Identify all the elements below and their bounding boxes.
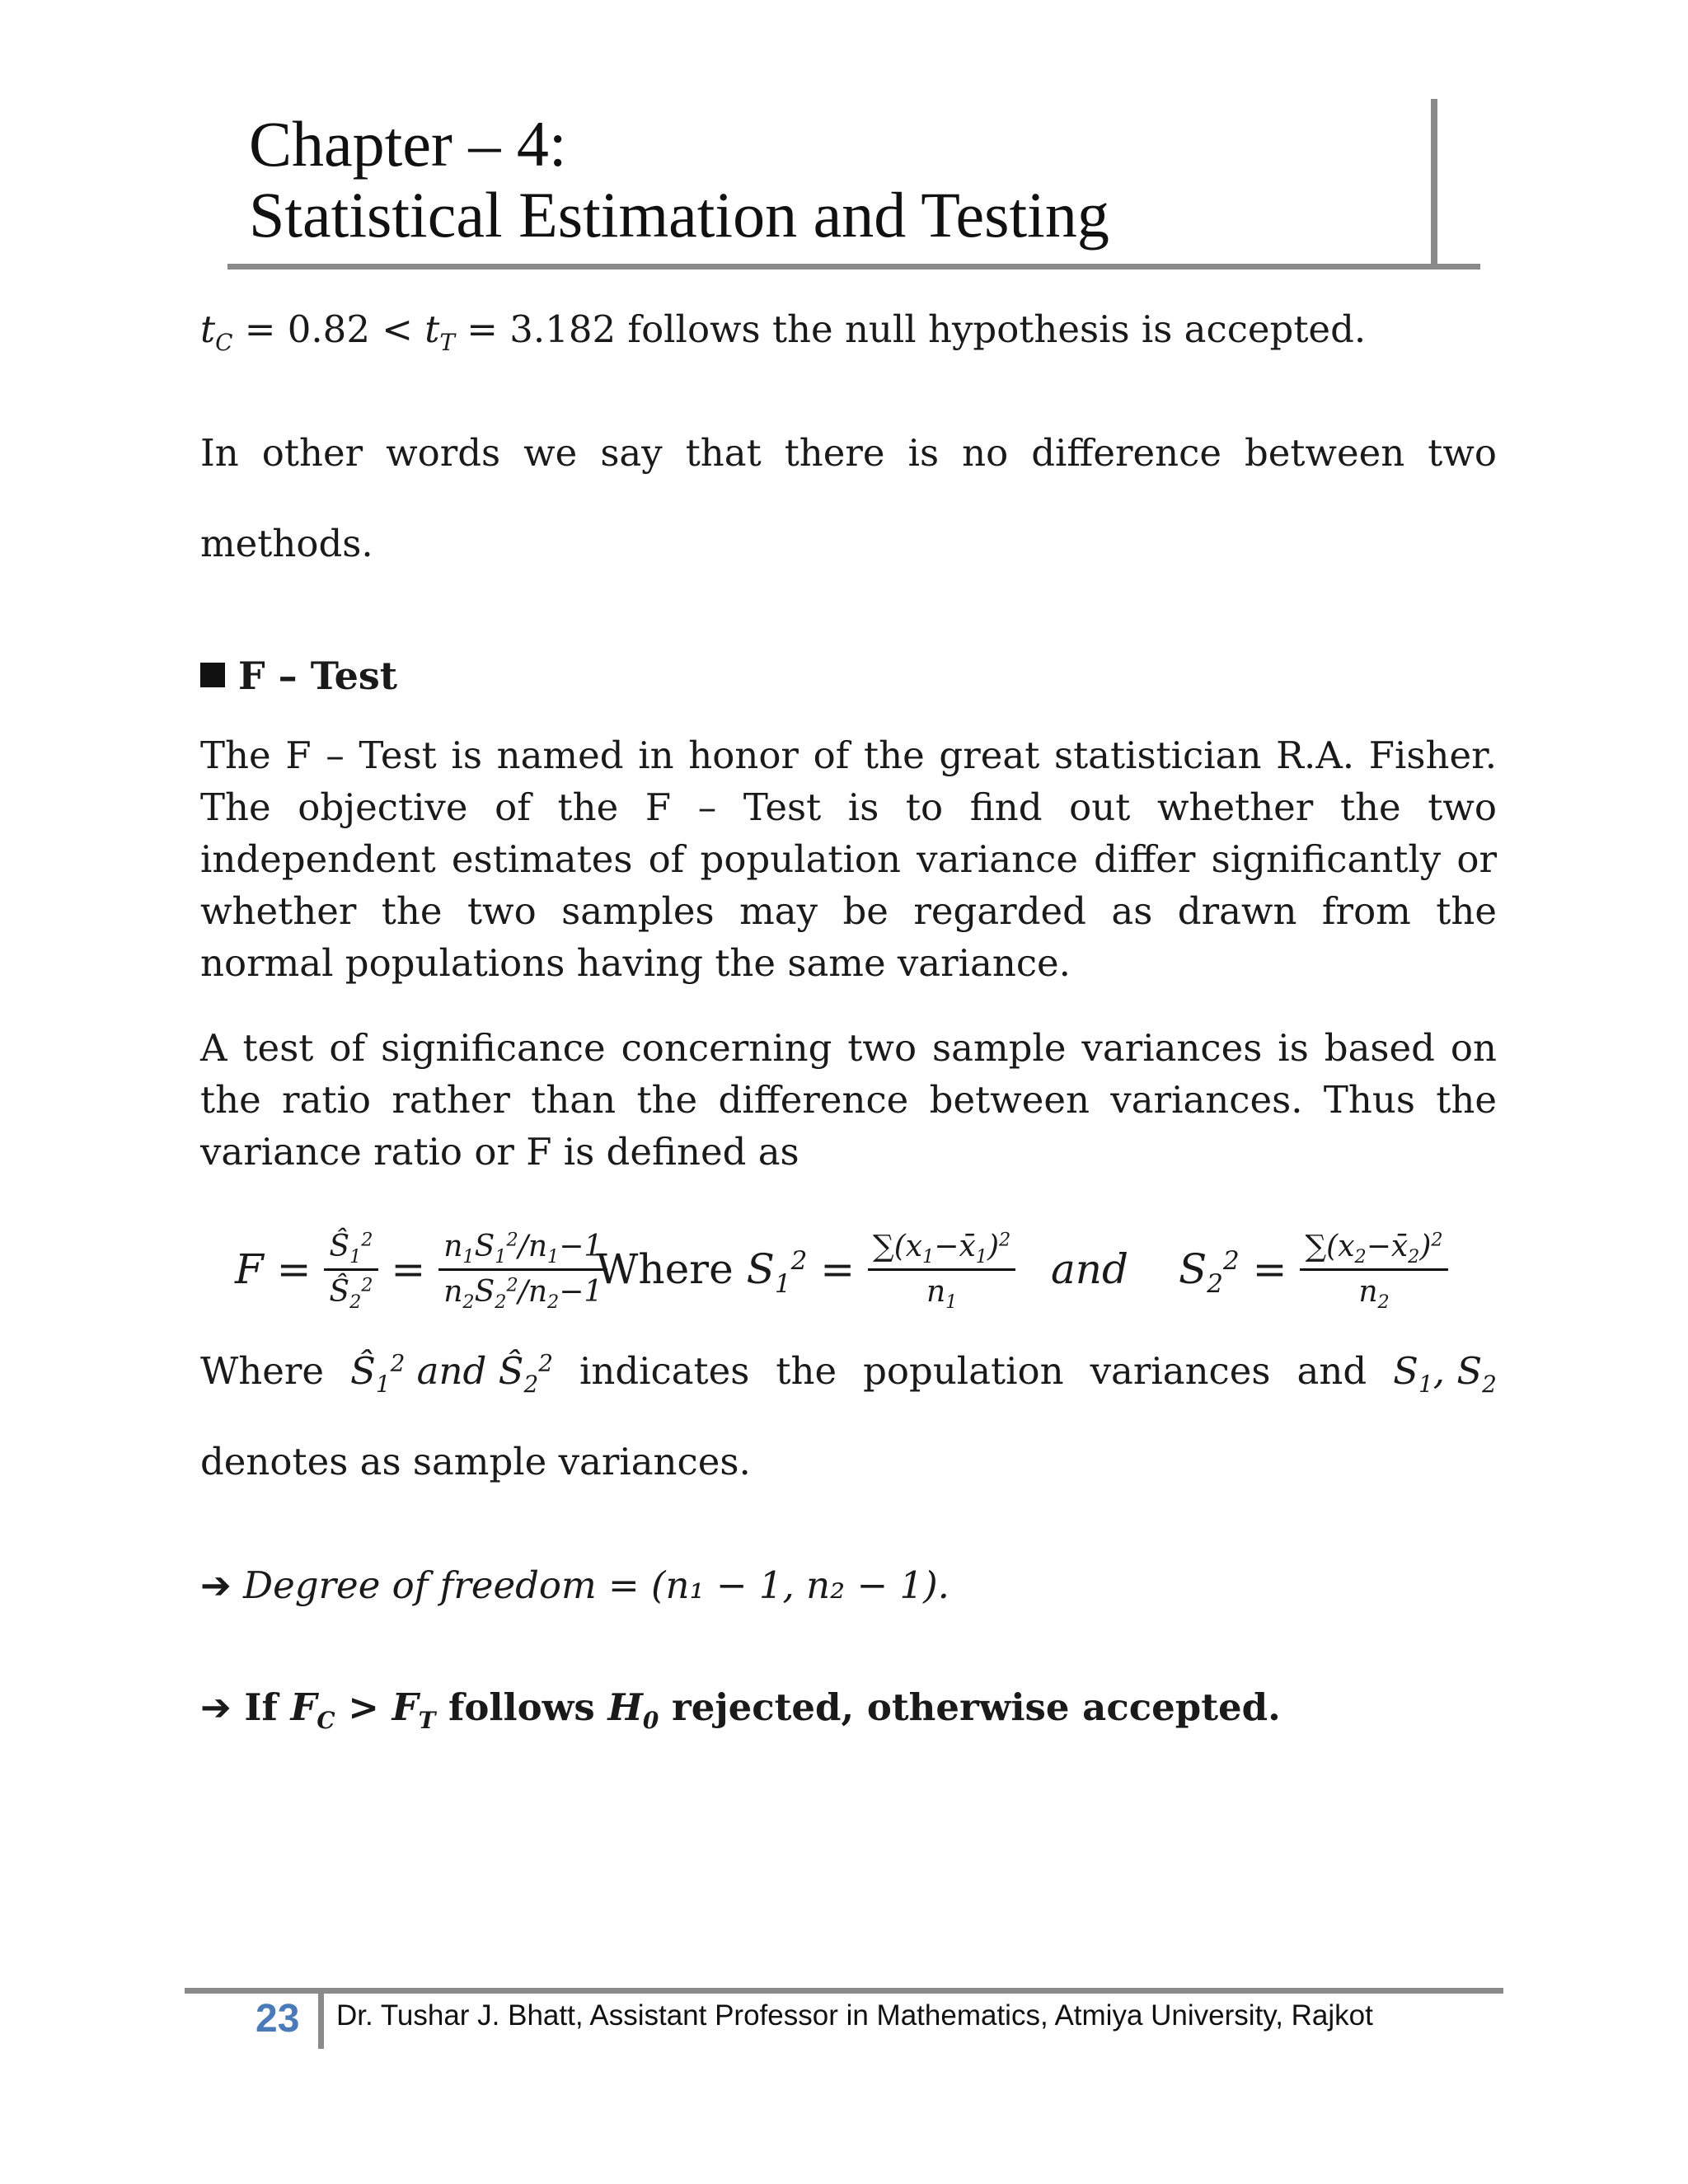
rule-rest: rejected, otherwise accepted.: [659, 1685, 1281, 1729]
header-rule: [227, 264, 1480, 269]
header-vertical-rule: [1431, 99, 1437, 269]
equals-sign: =: [276, 1245, 312, 1293]
tc-subscript: C: [215, 328, 233, 356]
tt-subscript: T: [439, 328, 455, 356]
if-word: If: [244, 1685, 291, 1729]
dof-value: = (n₁ − 1, n₂ − 1).: [596, 1563, 950, 1607]
equals-sign: =: [1252, 1245, 1287, 1293]
para1-line: independent estimates of population variance differ significantly or: [200, 837, 1497, 881]
chapter-title: Statistical Estimation and Testing: [249, 179, 1109, 251]
f-ratio-formula: F = $\frac{Ŝ_1^2}{Ŝ_2^2}$ = $\frac{n_1S_1^2/n_1-1}{n_2S_2^2/n_2-1}$ Where $S_1^2$ = $\frac{\sum(x_1-x̄_1)^2}{n_1}$ and $S_2^2$ = $\frac{\sum(x_2-x̄_2)^2}{n_2}$: [235, 1207, 1521, 1331]
result-line: [200, 303, 1497, 356]
sample-variance-ratio: $\frac{n_1S_1^2/n_1-1}{n_2S_2^2/n_2-1}$: [438, 1229, 607, 1310]
and-word: and: [1296, 1349, 1367, 1393]
tt-value: = 3.182: [454, 307, 617, 351]
f-symbol: F: [235, 1245, 264, 1293]
f-test-heading: [200, 651, 397, 701]
where-word: Where: [200, 1349, 325, 1393]
footer-author: Dr. Tushar J. Bhatt, Assistant Professor in Mathematics, Atmiya University, Rajkot: [336, 1999, 1373, 2032]
and-word: and: [1051, 1245, 1129, 1293]
tc-value: = 0.82 <: [232, 307, 425, 351]
equals-sign: =: [820, 1245, 856, 1293]
dof-label: Degree of freedom: [243, 1563, 597, 1607]
s2-definition: $\frac{\sum(x_2-x̄_2)^2}{n_2}$: [1300, 1229, 1447, 1310]
where-word: Where: [596, 1245, 734, 1293]
result-text: follows the null hypothesis is accepted.: [616, 307, 1367, 351]
para1-line: The objective of the F – Test is to find out whether the two: [200, 785, 1497, 829]
f-test-heading-text: F – Test: [238, 654, 398, 698]
para1-line: normal populations having the same variance.: [200, 941, 1071, 985]
para1-line: whether the two samples may be regarded as drawn from the: [200, 889, 1497, 933]
chapter-number: Chapter – 4:: [249, 108, 567, 180]
tc-symbol: t: [200, 307, 216, 351]
and-word: and: [416, 1349, 487, 1393]
chapter-header: [227, 91, 1439, 265]
decision-rule: ➔ If $F_C > F_T$ follows $H_0$ rejected, otherwise accepted.: [200, 1685, 1281, 1734]
para1-line: The F – Test is named in honor of the great statistician R.A. Fisher.: [200, 733, 1497, 777]
follows-word: follows: [435, 1685, 608, 1729]
explain-line-2: denotes as sample variances.: [200, 1440, 751, 1483]
equals-sign: =: [391, 1245, 426, 1293]
page-number: 23: [256, 1997, 300, 2041]
arrow-right-icon: ➔: [200, 1563, 232, 1607]
footer-vertical-rule: [318, 1990, 324, 2049]
para2-line: the ratio rather than the difference between variances. Thus the: [200, 1078, 1497, 1122]
degree-of-freedom-line: [200, 1559, 1497, 1612]
para2-line: variance ratio or F is defined as: [200, 1130, 799, 1174]
tt-symbol: t: [424, 307, 440, 351]
population-variance-ratio: $\frac{Ŝ_1^2}{Ŝ_2^2}$: [324, 1229, 377, 1310]
conclusion-line-1: In other words we say that there is no difference between two: [200, 431, 1497, 475]
arrow-right-icon: ➔: [200, 1685, 232, 1729]
explain-line-1: Where $Ŝ_1^2$ and $Ŝ_2^2$ indicates the population variances and $S_1$, $S_2$: [200, 1345, 1497, 1398]
square-bullet-icon: [200, 663, 225, 687]
para2-line: A test of significance concerning two sample variances is based on: [200, 1026, 1497, 1070]
conclusion-line-2: methods.: [200, 522, 373, 565]
s1-definition: $\frac{\sum(x_1-x̄_1)^2}{n_1}$: [868, 1229, 1015, 1310]
